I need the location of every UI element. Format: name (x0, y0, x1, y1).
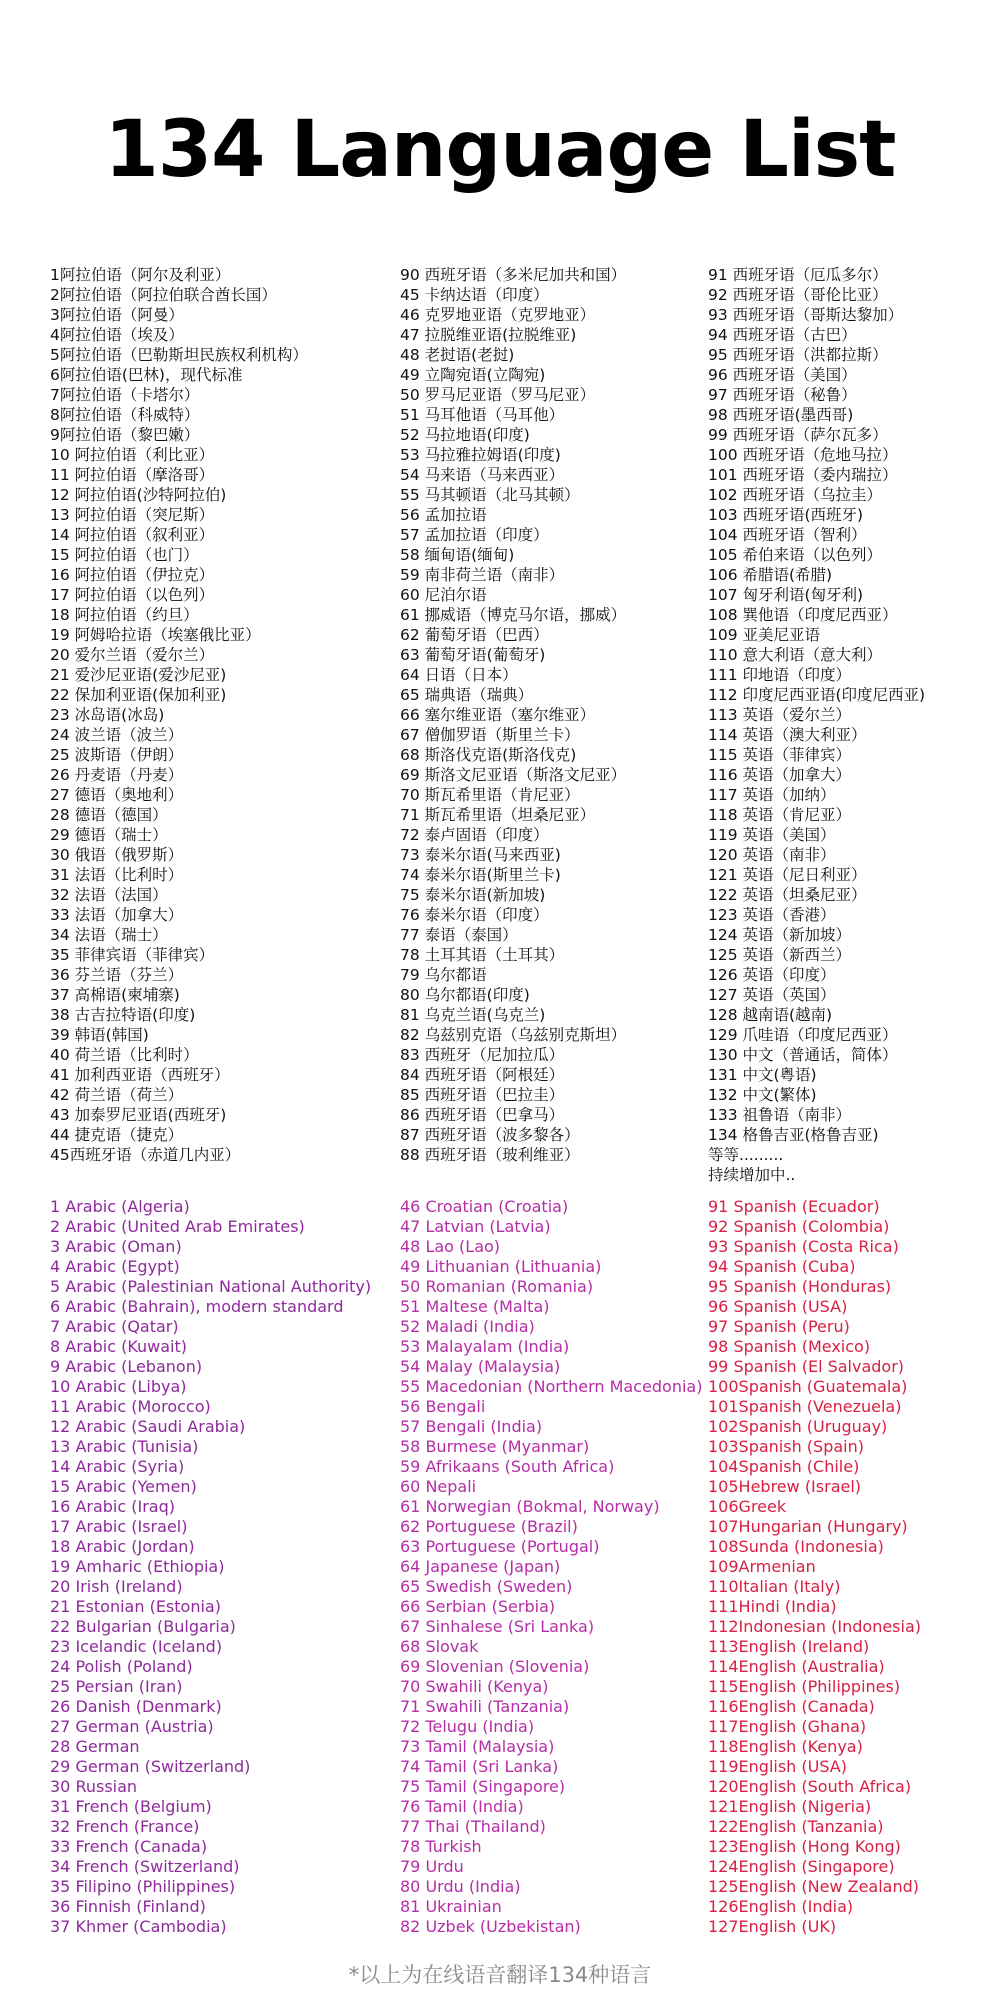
language-list-item: 8阿拉伯语（科威特） (50, 406, 200, 424)
language-list-item: 98 西班牙语(墨西哥) (708, 406, 854, 424)
language-list-item: 110Italian (Italy) (708, 1577, 841, 1596)
language-list-item: 77 Thai (Thailand) (400, 1817, 546, 1836)
language-list-item: 107 匈牙利语(匈牙利) (708, 586, 864, 604)
language-list-item: 61 Norwegian (Bokmal, Norway) (400, 1497, 660, 1516)
language-list-item: 69 斯洛文尼亚语（斯洛文尼亚） (400, 766, 627, 784)
language-list-item: 118 英语（肯尼亚） (708, 806, 852, 824)
language-list-item: 72 泰卢固语（印度） (400, 826, 549, 844)
language-list-item: 62 Portuguese (Brazil) (400, 1517, 578, 1536)
language-list-item: 58 Burmese (Myanmar) (400, 1437, 590, 1456)
english-list-column-2 (400, 1197, 702, 1937)
language-list-item: 23 冰岛语(冰岛) (50, 706, 165, 724)
language-list-item: 81 乌克兰语(乌克兰) (400, 1006, 546, 1024)
language-list-item: 117 英语（加纳） (708, 786, 836, 804)
chinese-list-column-1 (50, 265, 308, 1165)
language-list-item: 105Hebrew (Israel) (708, 1477, 862, 1496)
language-list-item: 125English (New Zealand) (708, 1877, 920, 1896)
language-list-item: 51 马耳他语（马耳他） (400, 406, 565, 424)
language-list-item: 110 意大利语（意大利） (708, 646, 883, 664)
language-list-item: 121English (Nigeria) (708, 1797, 872, 1816)
language-list-item: 1阿拉伯语（阿尔及利亚） (50, 266, 231, 284)
chinese-list-column-2 (400, 265, 626, 1165)
language-list-item: 73 Tamil (Malaysia) (400, 1737, 555, 1756)
language-list-item: 134 格鲁吉亚(格鲁吉亚) (708, 1126, 879, 1144)
language-list-item: 38 古吉拉特语(印度) (50, 1006, 196, 1024)
language-list-item: 57 孟加拉语（印度） (400, 526, 549, 544)
language-list-item: 64 日语（日本） (400, 666, 518, 684)
language-list-item: 82 Uzbek (Uzbekistan) (400, 1917, 581, 1936)
language-list-item: 34 法语（瑞士） (50, 926, 168, 944)
language-list-item: 116 英语（加拿大） (708, 766, 852, 784)
language-list-item: 30 俄语（俄罗斯） (50, 846, 184, 864)
language-list-item: 12 Arabic (Saudi Arabia) (50, 1417, 246, 1436)
language-list-item: 50 罗马尼亚语（罗马尼亚） (400, 386, 596, 404)
language-list-item: 26 Danish (Denmark) (50, 1697, 222, 1716)
language-list-item: 63 Portuguese (Portugal) (400, 1537, 600, 1556)
language-list-item: 80 Urdu (India) (400, 1877, 521, 1896)
language-list-item: 37 Khmer (Cambodia) (50, 1917, 227, 1936)
language-list-item: 35 菲律宾语（菲律宾） (50, 946, 215, 964)
language-list-item: 128 越南语(越南) (708, 1006, 833, 1024)
language-list-item: 33 French (Canada) (50, 1837, 208, 1856)
language-list-item: 46 克罗地亚语（克罗地亚） (400, 306, 596, 324)
language-list-item: 22 Bulgarian (Bulgaria) (50, 1617, 236, 1636)
language-list-item: 48 Lao (Lao) (400, 1237, 501, 1256)
language-list-item: 114 英语（澳大利亚） (708, 726, 867, 744)
language-list-item: 34 French (Switzerland) (50, 1857, 240, 1876)
language-list-item: 90 西班牙语（多米尼加共和国） (400, 266, 627, 284)
language-list-item: 25 波斯语（伊朗） (50, 746, 184, 764)
language-list-item: 133 祖鲁语（南非） (708, 1106, 852, 1124)
language-list-item: 5 Arabic (Palestinian National Authority) (50, 1277, 372, 1296)
language-list-item: 62 葡萄牙语（巴西） (400, 626, 549, 644)
language-list-item: 66 塞尔维亚语（塞尔维亚） (400, 706, 596, 724)
language-list-item: 124English (Singapore) (708, 1857, 895, 1876)
language-list-item: 11 Arabic (Morocco) (50, 1397, 211, 1416)
language-list-item: 120 英语（南非） (708, 846, 836, 864)
language-list-item: 67 Sinhalese (Sri Lanka) (400, 1617, 595, 1636)
language-list-item: 107Hungarian (Hungary) (708, 1517, 908, 1536)
language-list-item: 72 Telugu (India) (400, 1717, 535, 1736)
language-list-item: 92 西班牙语（哥伦比亚） (708, 286, 888, 304)
language-list-item: 42 荷兰语（荷兰） (50, 1086, 184, 1104)
language-list-item: 19 Amharic (Ethiopia) (50, 1557, 225, 1576)
language-list-item: 24 Polish (Poland) (50, 1657, 193, 1676)
language-list-item: 88 西班牙语（玻利维亚） (400, 1146, 580, 1164)
language-list-item: 118English (Kenya) (708, 1737, 863, 1756)
language-list-item: 74 泰米尔语(斯里兰卡) (400, 866, 561, 884)
language-list-item: 60 Nepali (400, 1477, 477, 1496)
language-list-item: 10 阿拉伯语（利比亚） (50, 446, 215, 464)
language-list-item: 119 英语（美国） (708, 826, 836, 844)
language-list-item: 16 Arabic (Iraq) (50, 1497, 175, 1516)
language-list-item: 22 保加利亚语(保加利亚) (50, 686, 227, 704)
language-list-item: 46 Croatian (Croatia) (400, 1197, 569, 1216)
language-list-item: 78 Turkish (400, 1837, 482, 1856)
language-list-item: 50 Romanian (Romania) (400, 1277, 594, 1296)
language-list-item: 98 Spanish (Mexico) (708, 1337, 871, 1356)
footnote: *以上为在线语音翻译134种语言 (348, 1963, 652, 1987)
language-list-item: 53 Malayalam (India) (400, 1337, 570, 1356)
language-list-item: 55 Macedonian (Northern Macedonia) (400, 1377, 703, 1396)
language-list-item: 108 巽他语（印度尼西亚） (708, 606, 898, 624)
page-title: 134 Language List (104, 105, 896, 195)
language-list-item: 54 马来语（马来西亚） (400, 466, 565, 484)
language-list-item: 21 爱沙尼亚语(爱沙尼亚) (50, 666, 227, 684)
language-list-item: 122 英语（坦桑尼亚） (708, 886, 867, 904)
language-list-item: 9 Arabic (Lebanon) (50, 1357, 203, 1376)
language-list-item: 49 立陶宛语(立陶宛) (400, 366, 546, 384)
language-list-item: 117English (Ghana) (708, 1717, 867, 1736)
language-list-item: 64 Japanese (Japan) (400, 1557, 561, 1576)
language-list-item: 30 Russian (50, 1777, 138, 1796)
language-list-item: 13 Arabic (Tunisia) (50, 1437, 199, 1456)
language-list-item: 56 孟加拉语 (400, 506, 487, 524)
language-list-item: 17 Arabic (Israel) (50, 1517, 188, 1536)
language-list-item: 15 阿拉伯语（也门） (50, 546, 199, 564)
language-list-item: 2阿拉伯语（阿拉伯联合酋长国） (50, 286, 277, 304)
language-list-item: 106Greek (708, 1497, 787, 1516)
language-list-item: 95 西班牙语（洪都拉斯） (708, 346, 888, 364)
language-list-item: 113English (Ireland) (708, 1637, 870, 1656)
language-list-item: 115English (Philippines) (708, 1677, 901, 1696)
language-list-item: 59 Afrikaans (South Africa) (400, 1457, 615, 1476)
language-list-item: 7阿拉伯语（卡塔尔） (50, 386, 200, 404)
language-list-item: 74 Tamil (Sri Lanka) (400, 1757, 559, 1776)
language-list-item: 53 马拉雅拉姆语(印度) (400, 446, 561, 464)
language-list-item: 70 斯瓦希里语（肯尼亚） (400, 786, 580, 804)
language-list-item: 86 西班牙语（巴拿马） (400, 1106, 565, 1124)
language-list-item: 76 泰米尔语（印度） (400, 906, 549, 924)
language-list-item: 5阿拉伯语（巴勒斯坦民族权利机构） (50, 346, 308, 364)
language-list-item: 12 阿拉伯语(沙特阿拉伯) (50, 486, 227, 504)
language-list-item: 17 阿拉伯语（以色列） (50, 586, 215, 604)
language-list-item: 124 英语（新加坡） (708, 926, 852, 944)
language-list-item: 55 马其顿语（北马其顿） (400, 486, 580, 504)
language-list-item: 6 Arabic (Bahrain), modern standard (50, 1297, 344, 1316)
language-list-item: 97 Spanish (Peru) (708, 1317, 850, 1336)
language-list-item: 109Armenian (708, 1557, 816, 1576)
language-list-item: 56 Bengali (400, 1397, 486, 1416)
language-list-item: 24 波兰语（波兰） (50, 726, 184, 744)
language-list-item: 130 中文（普通话，简体） (708, 1046, 898, 1064)
language-list-item: 9阿拉伯语（黎巴嫩） (50, 426, 200, 444)
language-list-item: 20 爱尔兰语（爱尔兰） (50, 646, 215, 664)
language-list-item: 126 英语（印度） (708, 966, 836, 984)
language-list-item: 73 泰米尔语(马来西亚) (400, 846, 561, 864)
language-list-item: 65 瑞典语（瑞典） (400, 686, 534, 704)
language-list-item: 3 Arabic (Oman) (50, 1237, 182, 1256)
language-list-item: 16 阿拉伯语（伊拉克） (50, 566, 215, 584)
language-list-item: 35 Filipino (Philippines) (50, 1877, 236, 1896)
language-list-item: 129 爪哇语（印度尼西亚） (708, 1026, 898, 1044)
language-list-item: 47 Latvian (Latvia) (400, 1217, 551, 1236)
language-list-item: 8 Arabic (Kuwait) (50, 1337, 188, 1356)
language-list-item: 51 Maltese (Malta) (400, 1297, 550, 1316)
language-list-item: 82 乌兹别克语（乌兹别克斯坦） (400, 1026, 627, 1044)
language-list-item: 20 Irish (Ireland) (50, 1577, 183, 1596)
language-list-item: 1 Arabic (Algeria) (50, 1197, 190, 1216)
language-list-item: 52 马拉地语(印度) (400, 426, 530, 444)
language-list-item: 80 乌尔都语(印度) (400, 986, 530, 1004)
language-list-item: 132 中文(繁体) (708, 1086, 817, 1104)
language-list-item: 100Spanish (Guatemala) (708, 1377, 908, 1396)
language-list-item: 23 Icelandic (Iceland) (50, 1637, 223, 1656)
language-list-item: 105 希伯来语（以色列） (708, 546, 883, 564)
language-list-item: 28 German (50, 1737, 140, 1756)
language-list-item: 99 西班牙语（萨尔瓦多） (708, 426, 888, 444)
language-list-item: 63 葡萄牙语(葡萄牙) (400, 646, 546, 664)
language-list-item: 131 中文(粤语) (708, 1066, 817, 1084)
language-list-item: 37 高棉语(柬埔寨) (50, 986, 180, 1004)
language-list-item: 99 Spanish (El Salvador) (708, 1357, 905, 1376)
language-list-item: 75 泰米尔语(新加坡) (400, 886, 546, 904)
language-list-item: 83 西班牙（尼加拉瓜） (400, 1046, 565, 1064)
language-list-item: 48 老挝语(老挝) (400, 346, 515, 364)
language-list-item: 125 英语（新西兰） (708, 946, 852, 964)
language-list-item: 94 Spanish (Cuba) (708, 1257, 856, 1276)
language-list-item: 87 西班牙语（波多黎各） (400, 1126, 580, 1144)
language-list-item: 109 亚美尼亚语 (708, 626, 821, 644)
language-list-item: 68 Slovak (400, 1637, 479, 1656)
language-list-item: 31 French (Belgium) (50, 1797, 212, 1816)
language-list-item: 39 韩语(韩国) (50, 1026, 149, 1044)
language-list-item: 4阿拉伯语（埃及） (50, 326, 184, 344)
language-list-item: 111Hindi (India) (708, 1597, 837, 1616)
language-list-item: 76 Tamil (India) (400, 1797, 524, 1816)
language-list-item: 100 西班牙语（危地马拉） (708, 446, 898, 464)
language-list-item: 32 法语（法国） (50, 886, 168, 904)
language-list-item: 45 卡纳达语（印度） (400, 286, 549, 304)
language-list-item: 3阿拉伯语（阿曼） (50, 306, 184, 324)
language-list-item: 2 Arabic (United Arab Emirates) (50, 1217, 305, 1236)
language-list-item: 123English (Hong Kong) (708, 1837, 901, 1856)
language-list-item: 52 Maladi (India) (400, 1317, 535, 1336)
language-list-item: 75 Tamil (Singapore) (400, 1777, 566, 1796)
language-list-item: 104Spanish (Chile) (708, 1457, 860, 1476)
language-list-item: 92 Spanish (Colombia) (708, 1217, 890, 1236)
language-list-item: 29 German (Switzerland) (50, 1757, 251, 1776)
language-list-item: 11 阿拉伯语（摩洛哥） (50, 466, 215, 484)
language-list-item: 25 Persian (Iran) (50, 1677, 183, 1696)
language-list-item: 29 德语（瑞士） (50, 826, 168, 844)
language-list-item: 103Spanish (Spain) (708, 1437, 864, 1456)
language-list-item: 36 Finnish (Finland) (50, 1897, 206, 1916)
language-list-item: 97 西班牙语（秘鲁） (708, 386, 857, 404)
language-list-item: 32 French (France) (50, 1817, 200, 1836)
language-list-item: 71 斯瓦希里语（坦桑尼亚） (400, 806, 596, 824)
language-list-item: 68 斯洛伐克语(斯洛伐克) (400, 746, 577, 764)
language-list-item: 36 芬兰语（芬兰） (50, 966, 184, 984)
language-list-item: 4 Arabic (Egypt) (50, 1257, 180, 1276)
language-list-item: 14 阿拉伯语（叙利亚） (50, 526, 215, 544)
language-list-item: 58 缅甸语(缅甸) (400, 546, 515, 564)
language-list-item: 102Spanish (Uruguay) (708, 1417, 888, 1436)
language-list-item: 113 英语（爱尔兰） (708, 706, 852, 724)
language-list-item: 71 Swahili (Tanzania) (400, 1697, 570, 1716)
language-list-item: 112 印度尼西亚语(印度尼西亚) (708, 686, 926, 704)
language-list-item: 66 Serbian (Serbia) (400, 1597, 556, 1616)
language-list-item: 45西班牙语（赤道几内亚） (50, 1146, 241, 1164)
language-list-item: 108Sunda (Indonesia) (708, 1537, 884, 1556)
language-list-item: 65 Swedish (Sweden) (400, 1577, 573, 1596)
language-list-item: 104 西班牙语（智利） (708, 526, 867, 544)
language-list-item: 7 Arabic (Qatar) (50, 1317, 179, 1336)
language-list-item: 13 阿拉伯语（突尼斯） (50, 506, 215, 524)
language-list-item: 91 西班牙语（厄瓜多尔） (708, 266, 888, 284)
language-list-item: 49 Lithuanian (Lithuania) (400, 1257, 602, 1276)
language-list-item: 70 Swahili (Kenya) (400, 1677, 549, 1696)
language-list-item: 95 Spanish (Honduras) (708, 1277, 892, 1296)
language-list-item: 78 土耳其语（土耳其） (400, 946, 565, 964)
language-list-item: 102 西班牙语（乌拉圭） (708, 486, 883, 504)
language-list-item: 6阿拉伯语(巴林)，现代标准 (50, 366, 243, 384)
language-list-item: 101 西班牙语（委内瑞拉） (708, 466, 898, 484)
language-list-item: 122English (Tanzania) (708, 1817, 884, 1836)
language-list-item: 60 尼泊尔语 (400, 586, 487, 604)
language-list-item: 10 Arabic (Libya) (50, 1377, 187, 1396)
language-list-item: 114English (Australia) (708, 1657, 885, 1676)
language-list-item: 91 Spanish (Ecuador) (708, 1197, 880, 1216)
language-list-item: 79 Urdu (400, 1857, 464, 1876)
language-list-item: 69 Slovenian (Slovenia) (400, 1657, 590, 1676)
language-list-item: 57 Bengali (India) (400, 1417, 543, 1436)
language-list-item: 54 Malay (Malaysia) (400, 1357, 561, 1376)
language-list-item: 27 German (Austria) (50, 1717, 214, 1736)
language-list-item: 40 荷兰语（比利时） (50, 1046, 199, 1064)
language-list-item: 116English (Canada) (708, 1697, 875, 1716)
language-list-item: 96 西班牙语（美国） (708, 366, 857, 384)
language-list-item: 112Indonesian (Indonesia) (708, 1617, 921, 1636)
language-list-item: 43 加泰罗尼亚语(西班牙) (50, 1106, 227, 1124)
language-list-item: 111 印地语（印度） (708, 666, 852, 684)
language-list-item: 61 挪威语（博克马尔语，挪威） (400, 606, 627, 624)
language-list-item: 85 西班牙语（巴拉圭） (400, 1086, 565, 1104)
language-list-item: 115 英语（菲律宾） (708, 746, 852, 764)
language-list-item: 27 德语（奥地利） (50, 786, 184, 804)
language-list-item: 15 Arabic (Yemen) (50, 1477, 197, 1496)
language-list-item: 44 捷克语（捷克） (50, 1126, 184, 1144)
language-list-item: 123 英语（香港） (708, 906, 836, 924)
language-list-item: 18 阿拉伯语（约旦） (50, 606, 199, 624)
language-list-item: 21 Estonian (Estonia) (50, 1597, 221, 1616)
language-list-item: 93 西班牙语（哥斯达黎加） (708, 306, 904, 324)
language-list-item: 19 阿姆哈拉语（埃塞俄比亚） (50, 626, 261, 644)
language-list-item: 120English (South Africa) (708, 1777, 912, 1796)
language-list-item: 67 僧伽罗语（斯里兰卡） (400, 726, 580, 744)
language-list-item: 94 西班牙语（古巴） (708, 326, 857, 344)
language-list-item: 47 拉脱维亚语(拉脱维亚) (400, 326, 577, 344)
language-list-item: 18 Arabic (Jordan) (50, 1537, 195, 1556)
language-list-item: 121 英语（尼日利亚） (708, 866, 867, 884)
language-list-item: 103 西班牙语(西班牙) (708, 506, 864, 524)
english-list-column-1 (50, 1197, 371, 1937)
language-list-item: 79 乌尔都语 (400, 966, 487, 984)
language-list-item: 127 英语（英国） (708, 986, 836, 1004)
language-list-item: 77 泰语（泰国） (400, 926, 518, 944)
english-list-column-3 (708, 1197, 921, 1937)
language-list-item: 33 法语（加拿大） (50, 906, 184, 924)
language-list-item: 14 Arabic (Syria) (50, 1457, 185, 1476)
language-list-item: 127English (UK) (708, 1917, 837, 1936)
language-list-item: 101Spanish (Venezuela) (708, 1397, 902, 1416)
language-list-item: 106 希腊语(希腊) (708, 566, 833, 584)
language-list-item: 26 丹麦语（丹麦） (50, 766, 184, 784)
language-list-item: 59 南非荷兰语（南非） (400, 566, 565, 584)
language-list-item: 持续增加中.. (708, 1166, 796, 1184)
language-list-item: 119English (USA) (708, 1757, 847, 1776)
language-list-item: 等等......... (708, 1146, 784, 1164)
language-list-item: 28 德语（德国） (50, 806, 168, 824)
language-list-item: 81 Ukrainian (400, 1897, 502, 1916)
chinese-list-column-3 (708, 265, 925, 1185)
language-list-item: 41 加利西亚语（西班牙） (50, 1066, 230, 1084)
language-list-item: 126English (India) (708, 1897, 854, 1916)
language-list-item: 96 Spanish (USA) (708, 1297, 848, 1316)
language-list-item: 31 法语（比利时） (50, 866, 184, 884)
language-list-item: 84 西班牙语（阿根廷） (400, 1066, 565, 1084)
language-list-item: 93 Spanish (Costa Rica) (708, 1237, 899, 1256)
